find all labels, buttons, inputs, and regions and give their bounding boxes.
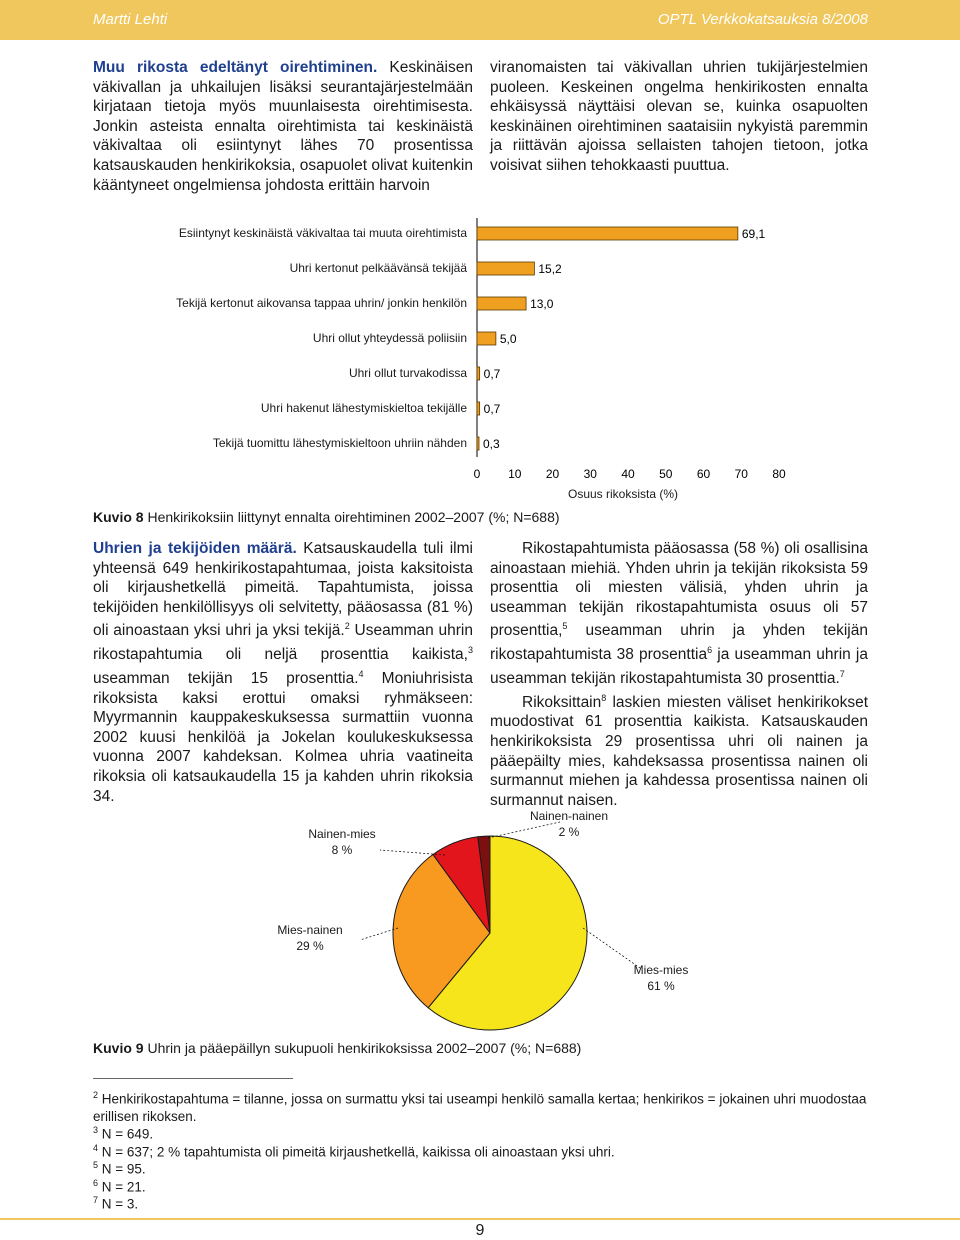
footnote-ref: 4 <box>358 668 364 679</box>
pie-slice-label <box>292 826 392 858</box>
footnote-text: N = 637; 2 % tapahtumista oli pimeitä kirjaushetkellä, kaikissa oli ainoastaan yksi uhri. <box>98 1144 615 1159</box>
bar-category-label: Uhri hakenut lähestymiskieltoa tekijälle <box>260 401 467 415</box>
x-tick-label: 40 <box>621 467 635 481</box>
pie-value-label: 2 % <box>558 825 580 839</box>
paragraph-text: viranomaisten tai väkivallan uhrien tukijärjestelmien puoleen. Keskeinen ongelma henkirikosten ennalta ehkäisyssä näyttäisi olevan se, kuinka osapuolten keskinäinen oirehtiminen saataisiin nykyistä paremmin ja riittävän ajoissa sellaisten tahojen tietoon, jotka voisivat siihen tehokkaasti puuttua. <box>490 59 868 174</box>
footnote-number: 5 <box>93 1160 99 1170</box>
bottom-right-column <box>490 539 868 810</box>
footnote-text: N = 95. <box>98 1161 146 1177</box>
caption-text: Uhrin ja pääepäillyn sukupuoli henkirikoksissa 2002–2007 (%; N=688) <box>143 1040 582 1056</box>
bar-category-label: Uhri kertonut pelkäävänsä tekijää <box>289 261 467 275</box>
bar-category-label: Tekijä tuomittu lähestymiskieltoon uhriin nähden <box>212 436 467 450</box>
paragraph-text: useamman tekijän 15 prosenttia. <box>93 670 359 688</box>
section-heading: Uhrien ja tekijöiden määrä. <box>93 540 297 557</box>
bar-category-label: Esiintynyt keskinäistä väkivaltaa tai muuta oirehtimista <box>178 226 467 240</box>
header-author: Martti Lehti <box>93 11 168 28</box>
bar <box>477 437 479 450</box>
footnote-text: Henkirikostapahtuma = tilanne, jossa on surmattu yksi tai useampi henkilö samalla kertaa; henkirikos = jokainen uhri muodostaa erillisen rikoksen. <box>93 1091 867 1124</box>
bar-category-label: Tekijä kertonut aikovansa tappaa uhrin/ jonkin henkilön <box>176 296 467 310</box>
footnote-text: N = 649. <box>98 1126 154 1142</box>
figure8-caption <box>93 509 560 525</box>
footnote-ref: 7 <box>839 668 845 679</box>
x-tick-label: 60 <box>696 467 711 481</box>
footer-rule <box>0 1218 960 1220</box>
section-heading: Muu rikosta edeltänyt oirehtiminen. <box>93 59 378 76</box>
footnote-number: 7 <box>93 1195 99 1205</box>
pie-value-label: 61 % <box>647 979 675 993</box>
caption-label: Kuvio 8 <box>93 509 144 525</box>
bar-value-label: 0,7 <box>483 367 501 381</box>
x-tick-label: 80 <box>772 467 786 481</box>
bar <box>477 332 496 345</box>
pie-value-label: 29 % <box>296 939 324 953</box>
bar-category-label: Uhri ollut yhteydessä poliisiin <box>312 331 467 345</box>
bar-value-label: 15,2 <box>538 262 562 276</box>
footnote <box>93 1192 873 1213</box>
bar-value-label: 0,7 <box>483 402 501 416</box>
caption-label: Kuvio 9 <box>93 1040 144 1056</box>
bar-chart-svg <box>0 210 960 500</box>
footnote-text: N = 21. <box>98 1179 146 1194</box>
x-tick-label: 70 <box>734 467 748 481</box>
bar-value-label: 5,0 <box>499 332 517 346</box>
bar <box>477 262 534 275</box>
paragraph-text: laskien miesten väliset henkirikokset muodostivat 61 prosenttia kaikista. Katsauskauden henkirikoksista 29 prosentissa uhri oli nainen ja pääepäilty mies, kahdeksassa prosentissa nainen oli surmannut miehen ja kahdessa prosentissa nainen oli surmannut naisen. <box>490 693 868 809</box>
pie-chart <box>0 800 960 1035</box>
paragraph-text: Tapahtumista, joissa tekijöiden henkilöllisyys oli selvitetty, pääosassa (81 %) oli ainoastaan yksi uhri ja yksi tekijä. <box>93 579 473 640</box>
pie-slice-label <box>611 962 711 994</box>
bar-category-label: Uhri ollut turvakodissa <box>348 366 467 380</box>
bottom-left-column <box>93 539 473 806</box>
x-tick-label: 10 <box>508 467 522 481</box>
footnote-ref: 5 <box>562 621 568 632</box>
pie-category-label: Mies-mies <box>633 963 689 977</box>
bar <box>477 297 526 310</box>
footnote-text: N = 3. <box>98 1196 139 1212</box>
bar-value-label: 69,1 <box>741 227 766 241</box>
paragraph-text: useamman uhrin ja yhden tekijän rikostapahtumista 38 prosenttia <box>490 622 868 664</box>
x-tick-label: 20 <box>545 467 560 481</box>
bar <box>477 367 480 380</box>
bar <box>477 402 480 415</box>
bar <box>477 227 738 240</box>
paragraph-text: ja useamman uhrin ja useamman tekijän rikostapahtumista 30 prosenttia. <box>490 646 868 688</box>
paragraph-text: Rikostapahtumista pääosassa (58 %) oli osallisina ainoastaan miehiä. Yhden uhrin ja tekijän rikoksista 59 prosenttia oli miesten välisiä, yhden uhrin ja useamman tekijän rikostapahtumista osuus oli 57 prosenttia, <box>490 540 868 640</box>
top-left-column <box>93 58 473 195</box>
bar-chart <box>0 210 960 500</box>
paragraph-text: Rikoksittain <box>522 693 602 711</box>
paragraph-text: Keskinäisen väkivallan ja uhkailujen lisäksi seurantajärjestelmään kirjataan tietoja myös muunlaisesta oirehtimisesta. Jonkin asteista ennalta oirehtimista tai keskinäistä väkivaltaa oli esiintynyt lähes 70 prosentissa katsauskauden henkirikoksia, osapuolet olivat kuitenkin kääntyneet ongelmiensa johdosta erittäin harvoin <box>93 59 473 194</box>
footnote-number: 2 <box>93 1090 99 1100</box>
footnote-divider <box>93 1078 293 1079</box>
x-tick-label: 30 <box>583 467 597 481</box>
figure9-caption <box>93 1040 581 1056</box>
paragraph-text: Katsauskaudella tuli ilmi yhteensä 649 henkirikostapahtumaa, joista kaksitoista oli kirjaushetkellä pimeitä. <box>93 540 473 597</box>
x-tick-label: 0 <box>473 467 481 481</box>
caption-text: Henkirikoksiin liittynyt ennalta oirehtiminen 2002–2007 (%; N=688) <box>143 509 560 525</box>
pie-category-label: Nainen-mies <box>308 827 376 841</box>
bar-value-label: 0,3 <box>483 437 500 451</box>
pie-slice-label <box>260 922 360 954</box>
pie-value-label: 8 % <box>331 843 353 857</box>
footnote <box>93 1087 873 1125</box>
bar-value-label: 13,0 <box>530 297 554 311</box>
footnote-number: 6 <box>93 1177 99 1188</box>
pie-leader-line <box>360 928 398 940</box>
pie-category-label: Mies-nainen <box>277 923 343 937</box>
top-right-column <box>490 58 868 176</box>
footnote-ref: 3 <box>467 645 473 656</box>
page-number: 9 <box>475 1222 485 1239</box>
page-header <box>0 0 960 40</box>
footnote-ref: 8 <box>601 692 607 703</box>
footnote-ref: 2 <box>344 621 350 632</box>
header-series: OPTL Verkkokatsauksia 8/2008 <box>657 11 868 28</box>
paragraph-text: Moniuhrisista rikoksista kaksi erottui omaksi ryhmäkseen: Myyrmannin kauppakeskuksessa surmattiin vuonna 2002 kuusi henkilöä ja Jokelan koulukeskuksessa vuonna 2007 kahdeksan. Kolmea uhria vaatineita rikoksia oli katsaukaudella 15 ja kahden uhrin rikoksia 34. <box>93 670 473 805</box>
x-tick-label: 50 <box>659 467 673 481</box>
footnote-number: 3 <box>93 1125 99 1135</box>
x-axis-label: Osuus rikoksista (%) <box>568 487 679 501</box>
pie-category-label: Nainen-nainen <box>529 809 609 823</box>
pie-chart-svg <box>0 800 960 1035</box>
footnote-number: 4 <box>93 1142 99 1153</box>
pie-slice-label <box>519 808 619 840</box>
paragraph-text: Useamman uhrin rikostapahtumia oli neljä prosenttia kaikista, <box>93 622 473 664</box>
footnote-ref: 6 <box>707 645 713 656</box>
